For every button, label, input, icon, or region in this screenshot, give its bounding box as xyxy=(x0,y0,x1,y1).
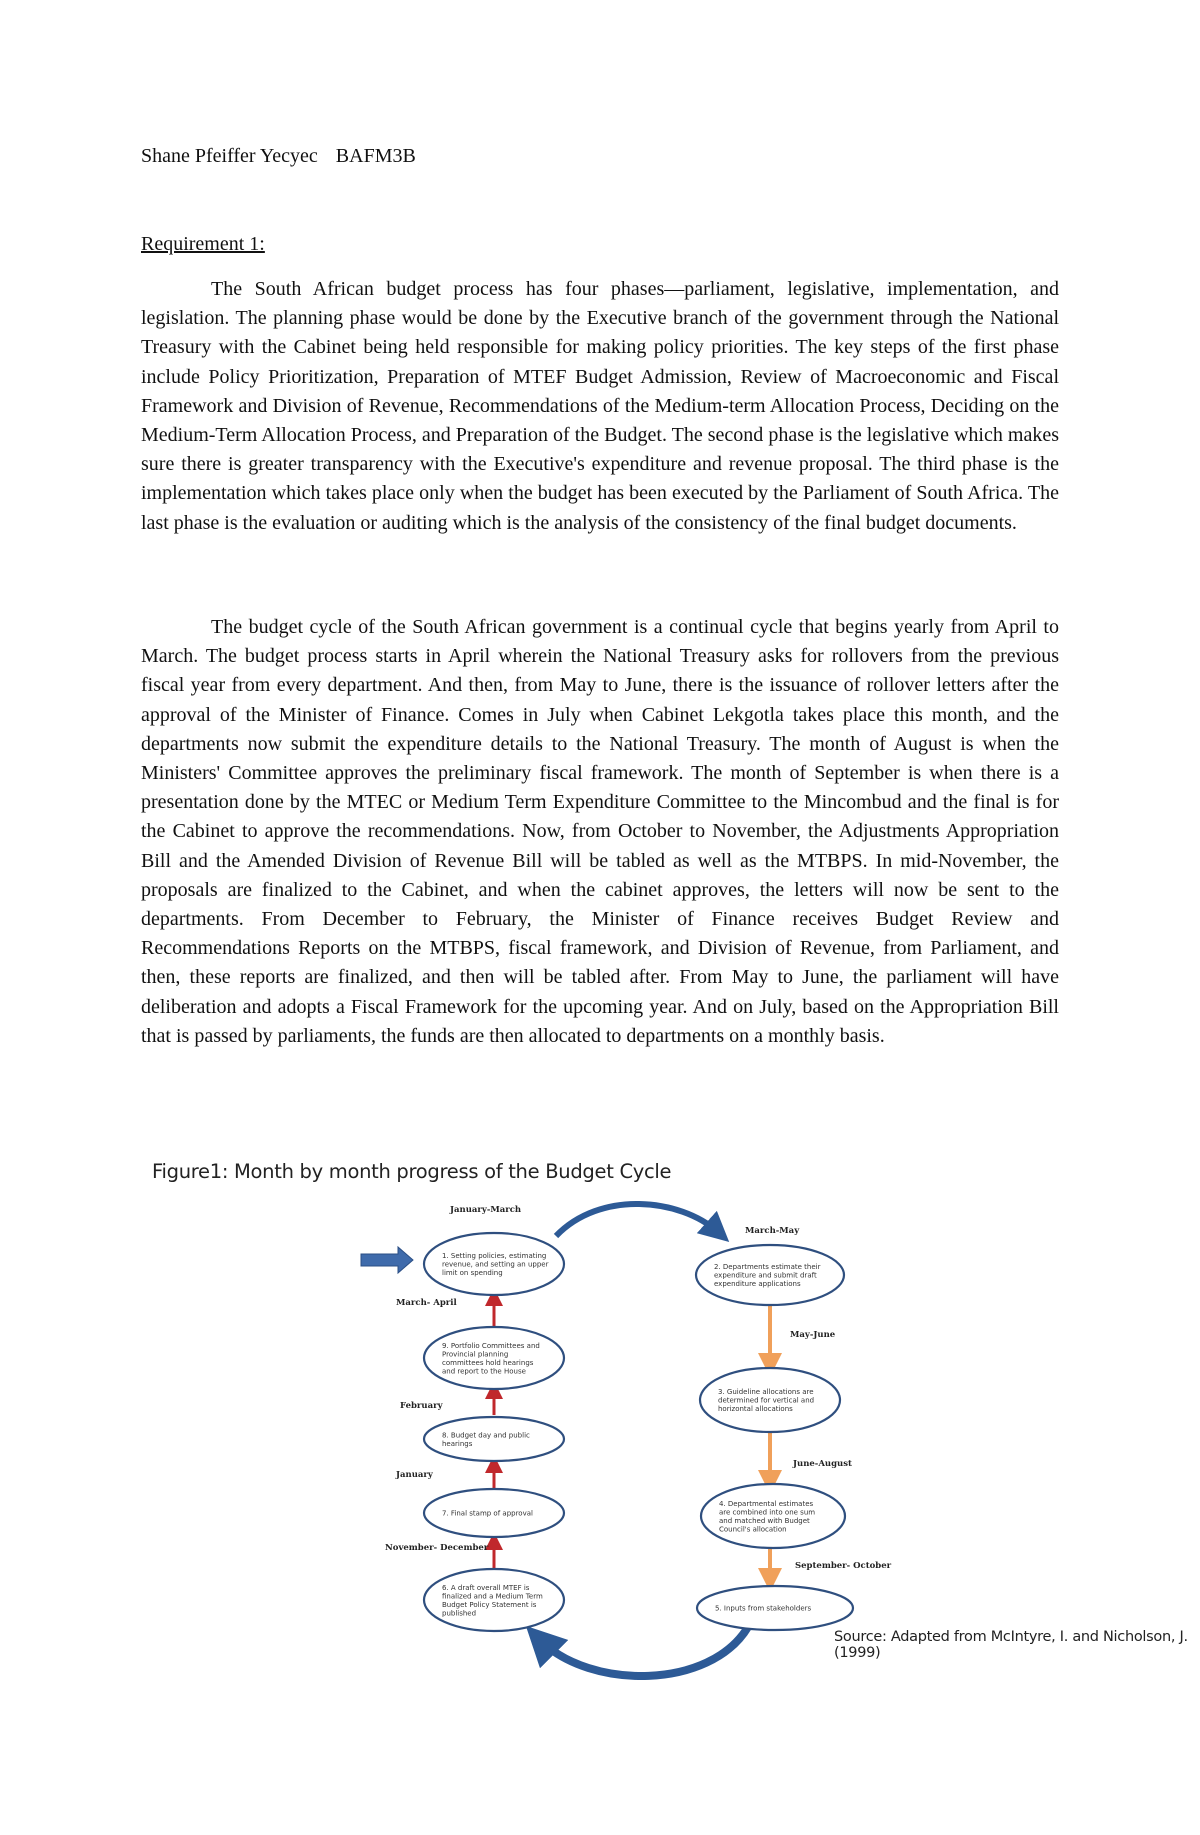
node-text-line: committees hold hearings xyxy=(442,1358,534,1367)
node-text-line: and report to the House xyxy=(442,1367,526,1376)
requirement-heading: Requirement 1: xyxy=(141,233,265,255)
node-text-line: 4. Departmental estimates xyxy=(719,1499,814,1508)
node-text-line: limit on spending xyxy=(442,1269,503,1277)
paragraph-budget-phases: The South African budget process has four phases—parliament, legislative, implementation, and legislation. The planning phase would be done by the Executive branch of the government through the National Treasury with the Cabinet being held responsible for making policy priorities. The key steps of the first phase include Policy Prioritization, Preparation of MTEF Budget Admission, Review of Macroeconomic and Fiscal Framework and Division of Revenue, Recommendations of the Medium-term Allocation Process, Deciding on the Medium-Term Allocation Process, and Preparation of the Budget. The second phase is the legislative which makes sure there is greater transparency with the Executive's expenditure and revenue proposal. The third phase is the implementation which takes place only when the budget has been executed by the Parliament of South Africa. The last phase is the evaluation or auditing which is the analysis of the consistency of the final budget documents. xyxy=(141,278,1059,534)
paragraph-budget-cycle: The budget cycle of the South African government is a continual cycle that begins yearly from April to March. The budget process starts in April wherein the National Treasury asks for rollovers from the previous fiscal year from every department. And then, from May to June, there is the issuance of rollover letters after the approval of the Minister of Finance. Comes in July when Cabinet Lekgotla takes place this month, and the departments now submit the expenditure details to the National Treasury. The month of August is when the Ministers' Committee approves the preliminary fiscal framework. The month of September is when there is a presentation done by the MTEC or Medium Term Expenditure Committee to the Mincombud and the final is for the Cabinet to approve the recommendations. Now, from October to November, the Adjustments Appropriation Bill and the Amended Division of Revenue Bill will be tabled as well as the MTBPS. In mid-November, the proposals are finalized to the Cabinet, and when the cabinet approves, the letters will now be sent to the departments. From December to February, the Minister of Finance receives Budget Review and Recommendations Reports on the MTBPS, fiscal framework, and Division of Revenue, from Parliament, and then, these reports are finalized, and then will be tabled after. From May to June, the parliament will have deliberation and adopts a Fiscal Framework for the upcoming year. And on July, based on the Appropriation Bill that is passed by parliaments, the funds are then allocated to departments on a monthly basis. xyxy=(141,616,1059,1047)
node-text-line: hearings xyxy=(442,1439,473,1448)
author-name: Shane Pfeiffer Yecyec xyxy=(141,145,318,167)
month-label: March-May xyxy=(745,1226,800,1236)
node-text-line: 5. Inputs from stakeholders xyxy=(715,1604,812,1613)
right-node-3 xyxy=(701,1459,852,1548)
bottom-curve-arrow xyxy=(540,1627,748,1676)
figure-title: Figure1: Month by month progress of the Budget Cycle xyxy=(152,1160,672,1183)
node-text-line: are combined into one sum xyxy=(719,1508,816,1517)
node-text-line: Provincial planning xyxy=(442,1350,509,1359)
node-text-line: horizontal allocations xyxy=(718,1405,793,1413)
node-text-line: revenue, and setting an upper xyxy=(442,1260,549,1269)
left-node-5 xyxy=(385,1543,564,1631)
node-text-line: 9. Portfolio Committees and xyxy=(442,1341,540,1350)
entry-arrow xyxy=(361,1247,413,1273)
month-label: November- December xyxy=(385,1543,489,1553)
course-code: BAFM3B xyxy=(335,145,416,167)
node-text-line: 2. Departments estimate their xyxy=(714,1263,821,1271)
month-label: March- April xyxy=(396,1298,457,1308)
month-label: June-August xyxy=(793,1459,852,1469)
node-text-line: Budget Policy Statement is xyxy=(442,1600,537,1609)
node-text-line: 1. Setting policies, estimating xyxy=(442,1252,547,1260)
node-text-line: 8. Budget day and public xyxy=(442,1431,530,1440)
left-node-1 xyxy=(424,1205,564,1295)
node-text-line: determined for vertical and xyxy=(718,1396,815,1405)
month-label: May-June xyxy=(790,1330,836,1340)
month-label: January-March xyxy=(450,1205,522,1215)
node-text-line: and matched with Budget xyxy=(719,1516,810,1525)
node-text-line: 7. Final stamp of approval xyxy=(442,1509,533,1518)
node-text-line: 3. Guideline allocations are xyxy=(718,1388,814,1396)
month-label: February xyxy=(400,1401,443,1411)
right-node-4 xyxy=(697,1561,892,1630)
month-label: September- October xyxy=(795,1561,892,1571)
node-text-line: Council's allocation xyxy=(719,1525,787,1534)
node-text-line: finalized and a Medium Term xyxy=(442,1592,543,1601)
left-node-3 xyxy=(400,1401,564,1461)
right-node-1 xyxy=(696,1226,844,1305)
left-node-2 xyxy=(396,1298,564,1389)
node-text-line: 6. A draft overall MTEF is xyxy=(442,1583,530,1592)
left-node-4 xyxy=(395,1470,564,1537)
node-text-line: expenditure applications xyxy=(714,1280,801,1288)
figure-source: Source: Adapted from McIntyre, I. and Nicholson, J. (1999) xyxy=(834,1629,1188,1661)
top-curve-arrow xyxy=(556,1204,718,1236)
node-text-line: expenditure and submit draft xyxy=(714,1271,817,1280)
node-text-line: published xyxy=(442,1609,477,1618)
month-label: January xyxy=(396,1470,433,1480)
